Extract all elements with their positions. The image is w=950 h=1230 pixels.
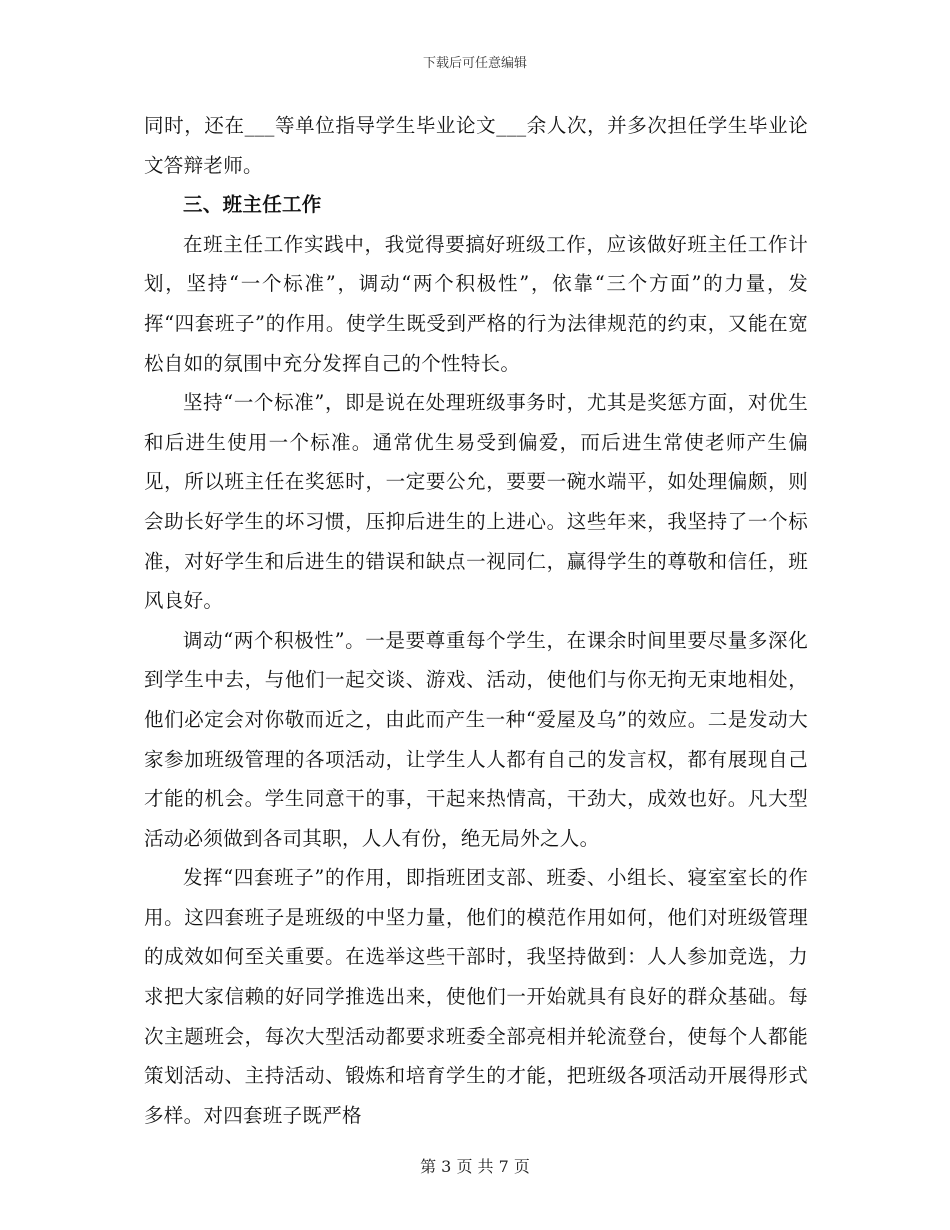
paragraph-two-enthusiasm: 调动“两个积极性”。一是要尊重每个学生，在课余时间里要尽量多深化到学生中去，与他们一起交谈、游戏、活动，使他们与你无拘无束地相处，他们必定会对你敬而近之，由此而产生一种“爱屋及乌”的效应。二是发动大家参加班级管理的各项活动，让学生人人都有自己的发言权，都有展现自己才能的机会。学生同意干的事，干起来热情高，干劲大，成效也好。凡大型活动必须做到各司其职，人人有份，绝无局外之人。 (144, 628, 808, 850)
paragraph-continuation: 同时，还在___等单位指导学生毕业论文___余人次，并多次担任学生毕业论文答辩老师。 (144, 114, 808, 177)
document-body (144, 106, 808, 1135)
paragraph-four-teams: 发挥“四套班子”的作用，即指班团支部、班委、小组长、寝室室长的作用。这四套班子是班级的中坚力量，他们的模范作用如何，他们对班级管理的成效如何至关重要。在选举这些干部时，我坚持做到：人人参加竞选，力求把大家信赖的好同学推选出来，使他们一开始就具有良好的群众基础。每次主题班会，每次大型活动都要求班委全部亮相并轮流登台，使每个人都能策划活动、主持活动、锻炼和培育学生的才能，把班级各项活动开展得形式多样。对四套班子既严格 (144, 866, 808, 1127)
page-footer: 第 3 页 共 7 页 (420, 1157, 530, 1176)
page-header: 下载后可任意编辑 (422, 56, 527, 71)
section-heading: 三、班主任工作 (183, 193, 322, 217)
paragraph-one-standard: 坚持“一个标准”，即是说在处理班级事务时，尤其是奖惩方面，对优生和后进生使用一个标准。通常优生易受到偏爱，而后进生常使老师产生偏见，所以班主任在奖惩时，一定要公允，要要一碗水端平，如处理偏颇，则会助长好学生的坏习惯，压抑后进生的上进心。这些年来，我坚持了一个标准，对好学生和后进生的错误和缺点一视同仁，赢得学生的尊敬和信任，班风良好。 (144, 391, 808, 613)
paragraph-intro: 在班主任工作实践中，我觉得要搞好班级工作，应该做好班主任工作计划，坚持“一个标准”，调动“两个积极性”，依靠“三个方面”的力量，发挥“四套班子”的作用。使学生既受到严格的行为法律规范的约束，又能在宽松自如的氛围中充分发挥自己的个性特长。 (144, 232, 808, 375)
